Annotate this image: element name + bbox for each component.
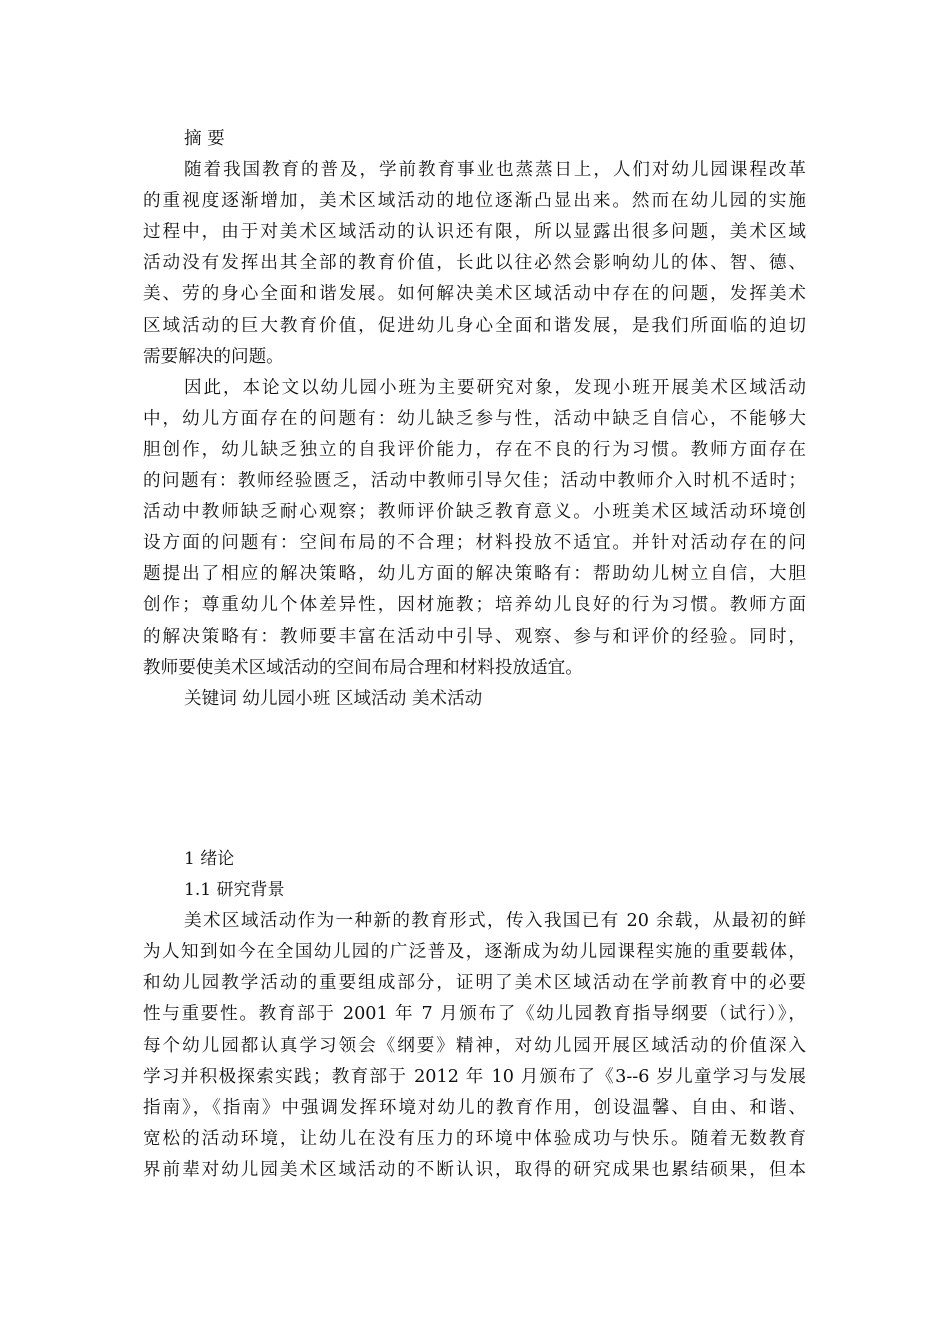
text-line: 指南》，《指南》中强调发挥环境对幼儿的教育作用，创设温馨、自由、和谐、 xyxy=(143,1097,806,1118)
abstract-heading: 摘 要 xyxy=(184,129,225,149)
section-heading: 1.1 研究背景 xyxy=(184,880,285,901)
keywords: 关键词 幼儿园小班 区域活动 美术活动 xyxy=(184,688,483,709)
chapter-heading: 1 绪论 xyxy=(184,849,235,869)
abstract-section xyxy=(143,124,806,715)
chapter-1-paragraph-1 xyxy=(143,906,806,1186)
text-line: 为人知到如今在全国幼儿园的广泛普及，逐渐成为幼儿园课程实施的重要载体， xyxy=(143,942,806,963)
abstract-paragraph-2 xyxy=(143,373,806,684)
text-line: 教师要使美术区域活动的空间布局合理和材料投放适宜。 xyxy=(143,657,583,678)
text-line: 活动中教师缺乏耐心观察；教师评价缺乏教育意义。小班美术区域活动环境创 xyxy=(143,502,806,523)
text-line: 因此，本论文以幼儿园小班为主要研究对象，发现小班开展美术区域活动 xyxy=(184,377,806,398)
text-line: 美、劳的身心全面和谐发展。如何解决美术区域活动中存在的问题，发挥美术 xyxy=(143,284,806,305)
text-line: 的问题有：教师经验匮乏，活动中教师引导欠佳；活动中教师介入时机不适时； xyxy=(143,471,806,492)
chapter-1-section xyxy=(143,844,806,1186)
text-line: 中，幼儿方面存在的问题有：幼儿缺乏参与性，活动中缺乏自信心，不能够大 xyxy=(143,408,806,429)
text-line: 的重视度逐渐增加，美术区域活动的地位逐渐凸显出来。然而在幼儿园的实施 xyxy=(143,191,806,212)
text-line: 胆创作，幼儿缺乏独立的自我评价能力，存在不良的行为习惯。教师方面存在 xyxy=(143,439,806,460)
text-line: 每个幼儿园都认真学习领会《纲要》精神，对幼儿园开展区域活动的价值深入 xyxy=(143,1035,806,1056)
text-line: 设方面的问题有：空间布局的不合理；材料投放不适宜。并针对活动存在的问 xyxy=(143,533,806,554)
text-line: 过程中，由于对美术区域活动的认识还有限，所以显露出很多问题，美术区域 xyxy=(143,222,806,243)
text-line: 学习并积极探索实践；教育部于 2012 年 10 月颁布了《3--6 岁儿童学习与发展 xyxy=(143,1066,806,1087)
text-line: 的解决策略有：教师要丰富在活动中引导、观察、参与和评价的经验。同时， xyxy=(143,626,806,647)
text-line: 和幼儿园教学活动的重要组成部分，证明了美术区域活动在学前教育中的必要 xyxy=(143,973,806,994)
text-line: 美术区域活动作为一种新的教育形式，传入我国已有 20 余载，从最初的鲜 xyxy=(184,911,806,932)
text-line: 活动没有发挥出其全部的教育价值，长此以往必然会影响幼儿的体、智、德、 xyxy=(143,253,806,274)
abstract-paragraph-1 xyxy=(143,155,806,373)
text-line: 区域活动的巨大教育价值，促进幼儿身心全面和谐发展，是我们所面临的迫切 xyxy=(143,315,806,336)
text-line: 题提出了相应的解决策略，幼儿方面的解决策略有：帮助幼儿树立自信，大胆 xyxy=(143,564,806,585)
text-line: 需要解决的问题。 xyxy=(143,346,284,367)
text-line: 随着我国教育的普及，学前教育事业也蒸蒸日上，人们对幼儿园课程改革 xyxy=(184,160,806,181)
text-line: 界前辈对幼儿园美术区域活动的不断认识，取得的研究成果也累结硕果，但本 xyxy=(143,1159,806,1180)
text-line: 性与重要性。教育部于 2001 年 7 月颁布了《幼儿园教育指导纲要（试行）》， xyxy=(143,1004,806,1025)
text-line: 创作；尊重幼儿个体差异性，因材施教；培养幼儿良好的行为习惯。教师方面 xyxy=(143,595,806,616)
text-line: 宽松的活动环境，让幼儿在没有压力的环境中体验成功与快乐。随着无数教育 xyxy=(143,1128,806,1149)
